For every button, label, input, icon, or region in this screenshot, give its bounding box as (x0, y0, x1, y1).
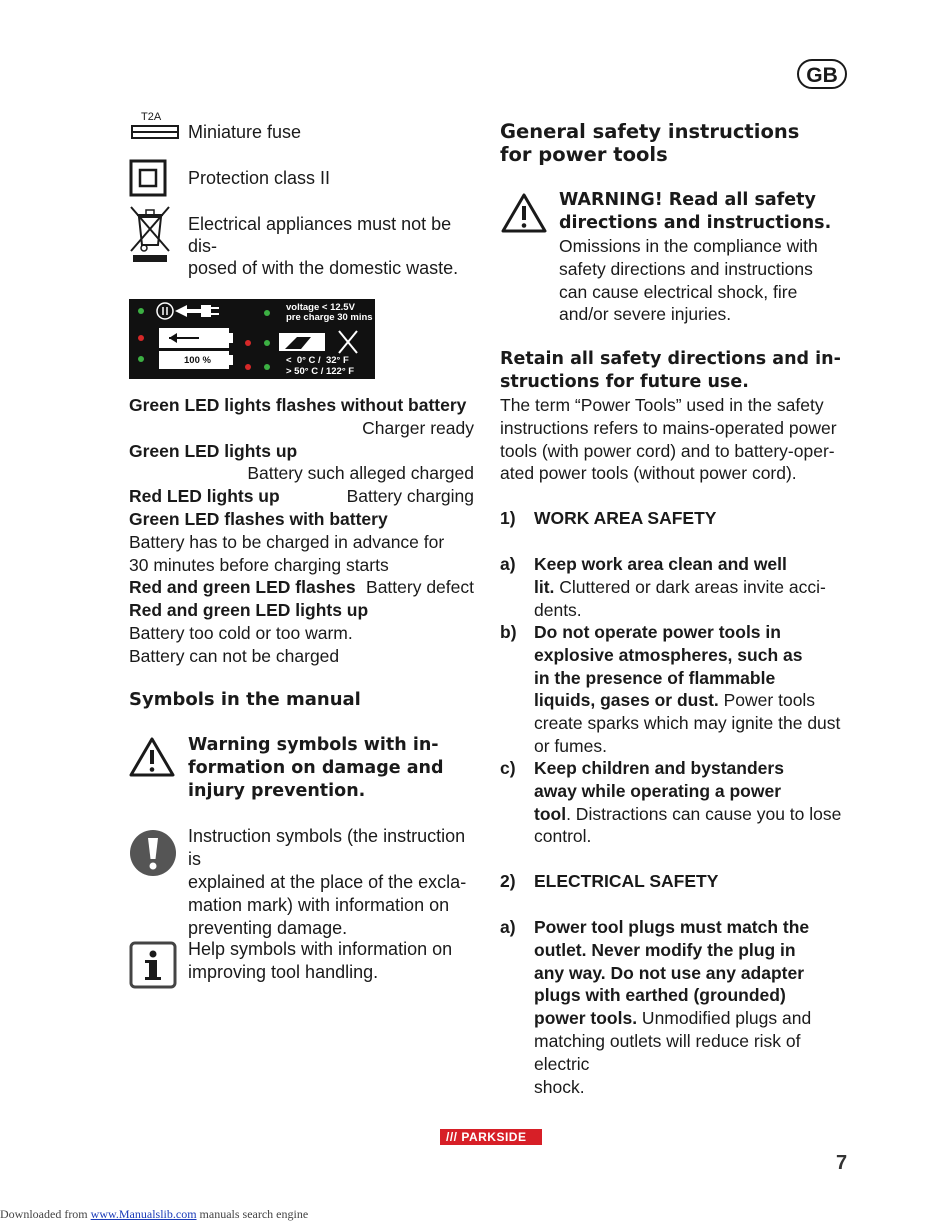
retain-instructions: Retain all safety directions and in- structions for future use. (500, 349, 841, 392)
led-states-list (129, 394, 474, 668)
fuse-text: Miniature fuse (188, 122, 302, 142)
led-state-3-row (129, 485, 474, 508)
item-a-plugs: a) Power tool plugs must match the outlet. Never modify the plug in any way. Do not use any adapter plugs with earthed (grounded) power tools. Unmodified plugs and matching outlets will reduce risk of electric shock. (500, 917, 812, 1097)
help-symbol-text: Help symbols with information on improving tool handling. (188, 939, 453, 982)
download-footer: Downloaded from www.Manualslib.com manuals search engine (0, 1207, 309, 1221)
brand-name: /// PARKSIDE (446, 1130, 527, 1144)
fuse-icon (129, 111, 181, 143)
led-state-2-text: Battery such alleged charged (247, 463, 474, 484)
warning-block: WARNING! Read all safety directions and instructions. Omissions in the compliance with safety directions and instructions can cause electrical shock, fire and/or severe injuries. (559, 190, 832, 325)
fuse-rating-label: T2A (141, 111, 162, 123)
led-state-3: Red LED lights up (129, 486, 280, 507)
warning-symbol-text: Warning symbols with in- formation on damage and injury prevention. (188, 735, 444, 801)
language-badge: GB (797, 59, 847, 89)
led-state-6-text-2: Battery can not be charged (129, 645, 340, 666)
led-panel-temp-high: > 50° C / 122° F (286, 366, 355, 377)
led-state-4: Green LED flashes with battery (129, 508, 388, 529)
led-state-1-text: Charger ready (362, 417, 474, 438)
protection-text: Protection class II (188, 168, 331, 188)
protection-class-icon (129, 159, 167, 202)
led-panel-voltage: voltage < 12.5V (286, 302, 355, 313)
led-state-5-text: Battery defect (366, 577, 474, 598)
led-state-2: Green LED lights up (129, 440, 298, 461)
led-state-6: Red and green LED lights up (129, 600, 369, 621)
led-state-1: Green LED lights flashes without battery (129, 395, 467, 415)
info-icon (129, 941, 177, 994)
section-work-area-heading: 1) WORK AREA SAFETY (500, 508, 717, 528)
led-panel-temp-low: < 0° C / 32° F (286, 355, 349, 366)
disposal-bin-icon (129, 205, 171, 270)
led-state-4-text-1: Battery has to be charged in advance for (129, 531, 445, 552)
item-a-work-area: a) Keep work area clean and well lit. Cluttered or dark areas invite acci- dents. (500, 554, 826, 620)
led-state-5-row (129, 576, 474, 599)
item-b-explosive: b) Do not operate power tools in explosive atmospheres, such as in the presence of flammable liquids, gases or dust. Power tools create sparks which may ignite the dust or fumes. (500, 622, 841, 756)
led-state-4-text-2: 30 minutes before charging starts (129, 554, 389, 575)
led-state-6-text-1: Battery too cold or too warm. (129, 622, 353, 643)
warning-triangle-icon (129, 736, 175, 783)
charger-led-panel (129, 299, 375, 379)
parkside-logo (440, 1129, 542, 1145)
power-tools-term: The term “Power Tools” used in the safety instructions refers to mains-operated power tools (with power cord) and to battery-oper- ated power tools (without power cord). (500, 395, 837, 484)
led-panel-precharge: pre charge 30 mins (286, 312, 373, 323)
page-number: 7 (836, 1152, 848, 1174)
item-c-children: c) Keep children and bystanders away while operating a power tool. Distractions can cause you to lose control. (500, 758, 842, 847)
instruction-exclamation-icon (129, 829, 177, 882)
section-electrical-heading: 2) ELECTRICAL SAFETY (500, 871, 719, 891)
instruction-symbol-text: Instruction symbols (the instruction is explained at the place of the excla- mation mark) with information on preventing damage. (188, 826, 467, 938)
disposal-text: Electrical appliances must not be dis- posed of with the domestic waste. (188, 214, 459, 278)
led-state-3-text: Battery charging (346, 486, 474, 507)
led-state-5: Red and green LED flashes (129, 577, 356, 598)
manualslib-link[interactable]: www.Manualslib.com (90, 1207, 197, 1221)
led-panel-percent: 100 % (184, 355, 211, 366)
warning-icon (500, 192, 548, 239)
manual-symbols-heading: Symbols in the manual (129, 689, 361, 710)
page-title: General safety instructions for power tools (500, 120, 800, 166)
